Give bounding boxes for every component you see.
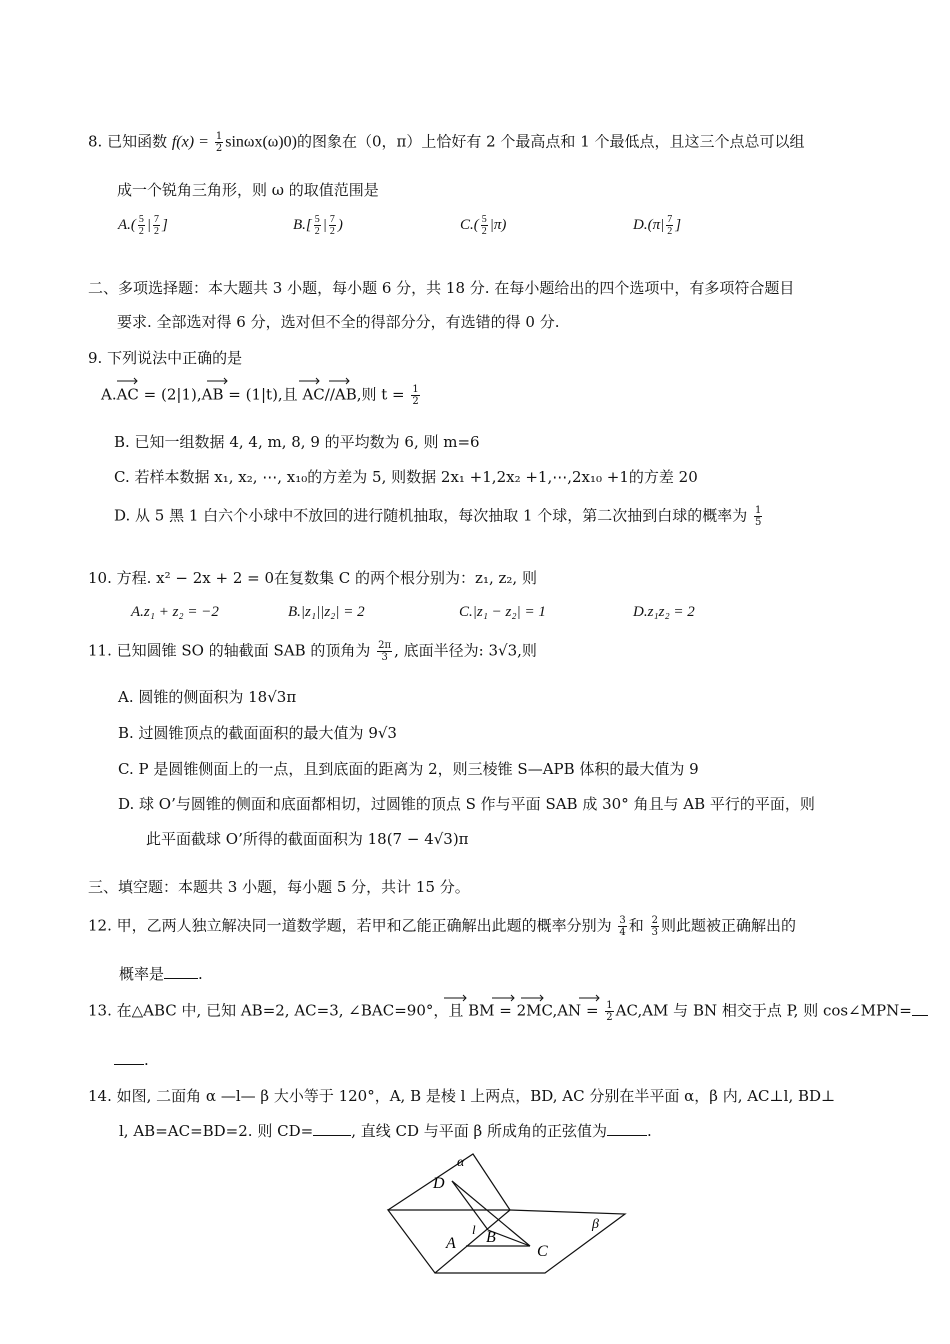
section2-line2: 要求. 全部选对得 6 分，选对但不全的得部分分，有选错的得 0 分. <box>117 313 560 331</box>
q8-option-a[interactable]: A.( $\frac{5}{2}$ | $\frac{7}{2}$ ] <box>118 214 168 237</box>
q9-vector-arrows <box>0 377 950 397</box>
q11-option-a[interactable]: A. 圆锥的侧面积为 18√3π <box>118 688 297 706</box>
q10-option-c[interactable]: C.|z₁ − z₂| = 1 <box>459 604 546 620</box>
label-beta: β <box>592 1217 599 1232</box>
q8-frac: $\frac{1}{2}$ <box>215 131 223 154</box>
q8-option-b[interactable]: B.[ $\frac{5}{2}$ | $\frac{7}{2}$ ) <box>293 214 343 237</box>
q8-text: 的图象在（0，π）上恰好有 2 个最高点和 1 个最低点，且这三个点总可以组 <box>296 132 805 151</box>
q12-line2: 概率是 . <box>119 965 203 983</box>
label-b: B <box>486 1229 496 1246</box>
label-c: C <box>537 1243 548 1260</box>
q11-title: 11. 已知圆锥 SO 的轴截面 SAB 的顶角为 $\frac{2\pi}{3}$ , 底面半径为: 3√3,则 <box>88 640 537 663</box>
q10-option-b[interactable]: B.|z₁||z₂| = 2 <box>288 604 365 620</box>
q13-line1: 13. 在△ABC 中, 已知 AB=2, AC=3, ∠BAC=90°，且 BM = 2MC,AN = $\frac{1}{2}$ AC,AM 与 BN 相交于点 P, 则 cos∠MPN= <box>88 1000 928 1023</box>
section2-line1: 二、多项选择题：本大题共 3 小题，每小题 6 分，共 18 分. 在每小题给出的四个选项中，有多项符合题目 <box>88 279 795 297</box>
q14-line1: 14. 如图, 二面角 α —l— β 大小等于 120°，A, B 是棱 l 上两点，BD, AC 分别在半平面 α，β 内, AC⊥l, BD⊥ <box>88 1087 836 1105</box>
q8-prefix: 8. 已知函数 <box>88 132 172 151</box>
q11-option-b[interactable]: B. 过圆锥顶点的截面面积的最大值为 9√3 <box>118 724 397 742</box>
section3-heading: 三、填空题：本题共 3 小题，每小题 5 分，共计 15 分。 <box>88 878 470 896</box>
label-l: l <box>472 1222 476 1237</box>
q8-option-c[interactable]: C.( $\frac{5}{2}$ |π) <box>460 214 507 237</box>
label-alpha: α <box>457 1155 465 1170</box>
q9-title: 9. 下列说法中正确的是 <box>88 349 243 367</box>
q11-option-c[interactable]: C. P 是圆锥侧面上的一点，且到底面的距离为 2，则三棱锥 S—APB 体积的最大值为 9 <box>118 760 699 778</box>
q10-title: 10. 方程. x² − 2x + 2 = 0在复数集 C 的两个根分别为：z₁, z₂, 则 <box>88 569 537 587</box>
q11-option-d-line2: 此平面截球 O’所得的截面面积为 18(7 − 4√3)π <box>146 830 469 848</box>
alpha-plane <box>388 1154 510 1210</box>
beta-plane <box>388 1210 625 1273</box>
q9-option-d[interactable]: D. 从 5 黑 1 白六个小球中不放回的进行随机抽取，每次抽取 1 个球，第二次抽到白球的概率为 $\frac{1}{5}$ <box>114 505 762 528</box>
q10-option-a[interactable]: A.z₁ + z₂ = −2 <box>131 604 219 620</box>
segment-bd <box>452 1181 488 1230</box>
label-d: D <box>433 1175 445 1192</box>
label-a: A <box>446 1235 456 1252</box>
q9-option-c[interactable]: C. 若样本数据 x₁, x₂, ⋯, x₁₀的方差为 5, 则数据 2x₁ +1,2x₂ +1,⋯,2x₁₀ +1的方差 20 <box>114 468 698 486</box>
q14-answer-blank-cd[interactable] <box>313 1121 351 1136</box>
q14-answer-blank-sine[interactable] <box>607 1121 647 1136</box>
q13-vector-arrows <box>0 994 950 1008</box>
q10-option-d[interactable]: D.z₁z₂ = 2 <box>633 604 695 620</box>
q8-line2: 成一个锐角三角形，则 ω 的取值范围是 <box>117 181 379 199</box>
q9-option-b[interactable]: B. 已知一组数据 4, 4, m, 8, 9 的平均数为 6, 则 m=6 <box>114 433 480 451</box>
q9-option-a[interactable]: A.AC = (2|1),AB = (1|t),且 AC//AB,则 t = $\frac{1}{2}$ <box>101 384 419 407</box>
q13-answer-blank-b[interactable] <box>114 1050 144 1065</box>
q8-func-rest: sinωx(ω)0) <box>225 133 297 151</box>
q12-answer-blank[interactable] <box>164 964 198 979</box>
q8-func: f(x) = <box>171 133 213 151</box>
q14-line2: l, AB=AC=BD=2. 则 CD= , 直线 CD 与平面 β 所成角的正弦值为 . <box>119 1122 652 1140</box>
q12-line1: 12. 甲，乙两人独立解决同一道数学题，若甲和乙能正确解出此题的概率分别为 $\frac{3}{4}$ 和 $\frac{2}{3}$ 则此题被正确解出的 <box>88 915 796 938</box>
q8-line1 <box>88 131 805 154</box>
dihedral-angle-figure <box>380 1148 640 1283</box>
q13-line2: . <box>114 1050 149 1070</box>
q8-option-d[interactable]: D.(π| $\frac{7}{2}$ ] <box>633 214 682 237</box>
q11-option-d-line1[interactable]: D. 球 O’与圆锥的侧面和底面都相切，过圆锥的顶点 S 作与平面 SAB 成 30° 角且与 AB 平行的平面，则 <box>118 795 815 813</box>
